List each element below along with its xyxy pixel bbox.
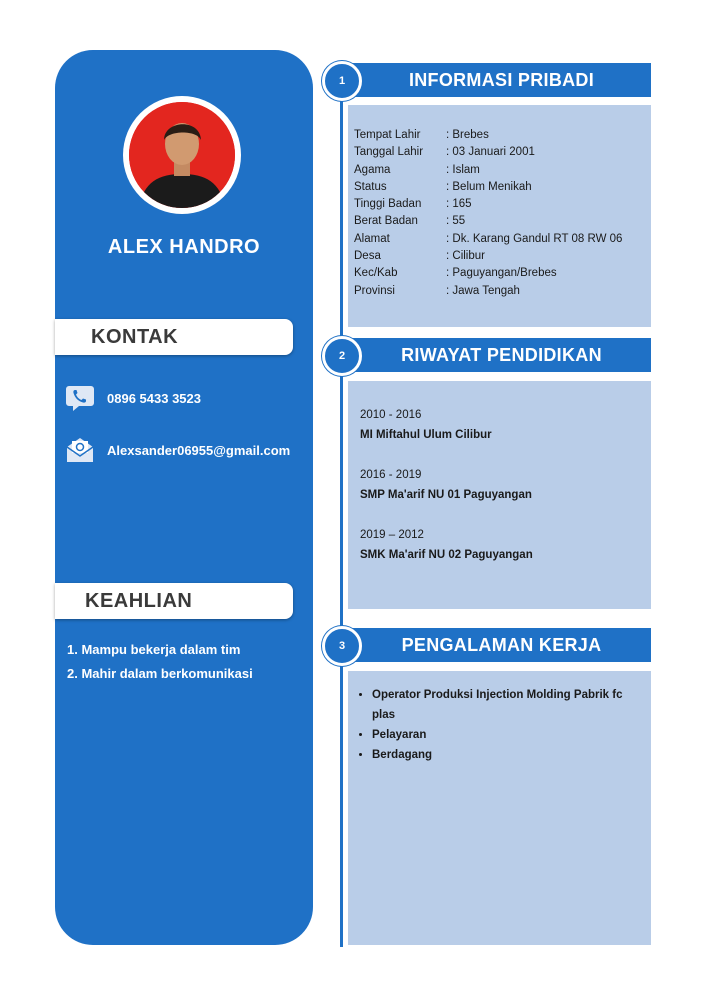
education-years: 2010 - 2016 <box>360 409 422 421</box>
skills-list <box>67 642 253 690</box>
work-experience-panel <box>348 671 651 945</box>
skill-item: 1. Mampu bekerja dalam tim <box>67 642 241 657</box>
table-row: Provinsi : Jawa Tengah <box>354 284 520 297</box>
table-row: Desa : Cilibur <box>354 250 485 263</box>
table-row: Berat Badan : 55 <box>354 215 466 228</box>
section-title-personal: INFORMASI PRIBADI <box>352 63 651 97</box>
section-title-work: PENGALAMAN KERJA <box>352 628 651 662</box>
list-item: • Berdagang <box>372 745 634 765</box>
phone-row <box>65 383 201 413</box>
personal-info-panel <box>348 105 651 327</box>
person-photo-icon <box>129 102 235 208</box>
personal-info-table <box>354 127 622 300</box>
skills-heading-tab <box>55 583 293 619</box>
work-experience-list <box>354 685 634 765</box>
education-school: SMK Ma'arif NU 02 Paguyangan <box>360 549 533 561</box>
table-row: Alamat : Dk. Karang Gandul RT 08 RW 06 <box>354 232 623 245</box>
table-row: Status : Belum Menikah <box>354 180 532 193</box>
education-school: MI Miftahul Ulum Cilibur <box>360 429 492 441</box>
skills-heading: KEAHLIAN <box>85 590 193 612</box>
step-badge-1: 1 <box>322 61 362 101</box>
phone-number: 0896 5433 3523 <box>107 390 201 406</box>
contact-heading-tab <box>55 319 293 355</box>
person-name: ALEX HANDRO <box>107 236 261 258</box>
email-address: Alexsander06955@gmail.com <box>107 442 291 458</box>
profile-photo <box>129 102 235 208</box>
table-row: Tempat Lahir : Brebes <box>354 129 489 141</box>
step-badge-2: 2 <box>322 336 362 376</box>
education-years: 2016 - 2019 <box>360 469 422 481</box>
skill-item: 2. Mahir dalam berkomunikasi <box>67 666 253 681</box>
timeline-line <box>340 80 343 947</box>
education-years: 2019 – 2012 <box>360 529 424 541</box>
phone-icon <box>65 383 95 413</box>
education-entry <box>360 469 532 501</box>
education-school: SMP Ma'arif NU 01 Paguyangan <box>360 489 532 501</box>
list-item: • Pelayaran <box>372 725 634 745</box>
section-title-education: RIWAYAT PENDIDIKAN <box>352 338 651 372</box>
step-badge-3: 3 <box>322 626 362 666</box>
education-panel <box>348 381 651 609</box>
email-icon <box>65 435 95 465</box>
list-item: • Operator Produksi Injection Molding Pabrik fc plas <box>372 685 634 725</box>
contact-heading: KONTAK <box>91 326 179 348</box>
education-entry <box>360 409 492 441</box>
table-row: Tanggal Lahir : 03 Januari 2001 <box>354 146 535 159</box>
email-row <box>65 435 290 465</box>
sidebar <box>55 50 313 945</box>
table-row: Tinggi Badan : 165 <box>354 198 472 211</box>
profile-photo-frame <box>123 96 241 214</box>
table-row: Kec/Kab : Paguyangan/Brebes <box>354 267 557 280</box>
education-entry <box>360 529 533 561</box>
table-row: Agama : Islam <box>354 163 480 176</box>
